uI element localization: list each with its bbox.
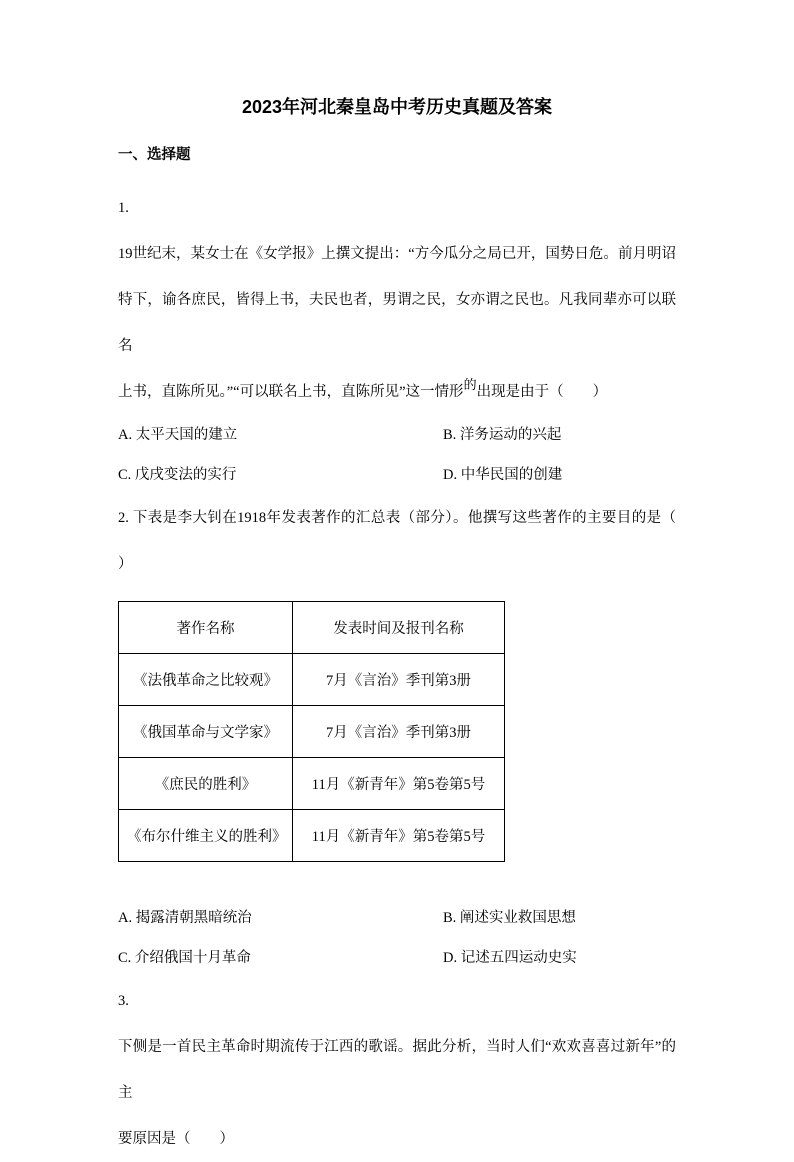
table-cell-work: 《俄国革命与文学家》 <box>119 706 293 758</box>
question-1-option-c: C. 戊戌变法的实行 <box>118 467 237 483</box>
question-1-options-row-2 <box>118 455 676 495</box>
question-1-line-3-pre: 上书，直陈所见。”“可以联名上书，直陈所见”这一情形 <box>118 384 464 400</box>
document-title: 2023年河北秦皇岛中考历史真题及答案 <box>241 97 553 117</box>
table-row <box>119 758 505 810</box>
table-cell-publication: 11月《新青年》第5卷第5号 <box>293 758 505 810</box>
table-cell-publication: 11月《新青年》第5卷第5号 <box>293 810 505 862</box>
question-3-number: 3. <box>118 993 129 1009</box>
question-1-options-row-1 <box>118 415 676 455</box>
q2-table-header-title: 著作名称 <box>119 602 293 654</box>
q2-table-header-row <box>119 602 505 654</box>
question-1-text-line-3 <box>118 369 676 415</box>
question-3-text-line-2: 要原因是（ ） <box>118 1131 234 1147</box>
question-2-option-a: A. 揭露清朝黑暗统治 <box>118 910 252 926</box>
table-cell-work: 《法俄革命之比较观》 <box>119 654 293 706</box>
question-2-options-row-2 <box>118 938 676 978</box>
question-1-number: 1. <box>118 200 129 216</box>
question-2-option-d: D. 记述五四运动史实 <box>443 950 577 966</box>
table-row <box>119 654 505 706</box>
question-1-option-b: B. 洋务运动的兴起 <box>443 427 562 443</box>
table-cell-work: 《布尔什维主义的胜利》 <box>119 810 293 862</box>
table-cell-publication: 7月《言治》季刊第3册 <box>293 654 505 706</box>
table-row <box>119 810 505 862</box>
table-row <box>119 706 505 758</box>
question-1-superscript: 的 <box>463 376 477 392</box>
question-2-stem-line-2: ） <box>118 556 133 572</box>
question-2-option-c: C. 介绍俄国十月革命 <box>118 950 251 966</box>
table-cell-work: 《庶民的胜利》 <box>119 758 293 810</box>
question-1-text-line-2: 特下，谕各庶民，皆得上书，夫民也者，男谓之民，女亦谓之民也。凡我同辈亦可以联名 <box>118 292 676 354</box>
question-2-stem-line-1: 2. 下表是李大钊在1918年发表著作的汇总表（部分）。他撰写这些著作的主要目的是（ <box>118 510 676 526</box>
question-3-text-line-1: 下侧是一首民主革命时期流传于江西的歌谣。据此分析，当时人们“欢欢喜喜过新年”的主 <box>118 1039 676 1101</box>
q2-table-header-publication: 发表时间及报刊名称 <box>293 602 505 654</box>
question-1-line-3-post: 出现是由于（ ） <box>476 384 608 400</box>
question-2-options-row-1 <box>118 898 676 938</box>
question-1-text-line-1: 19世纪末，某女士在《女学报》上撰文提出：“方今瓜分之局已开，国势日危。前月明诏 <box>118 246 676 262</box>
question-1-option-a: A. 太平天国的建立 <box>118 427 238 443</box>
table-cell-publication: 7月《言治》季刊第3册 <box>293 706 505 758</box>
question-2-option-b: B. 阐述实业救国思想 <box>443 910 576 926</box>
question-1-option-d: D. 中华民国的创建 <box>443 467 563 483</box>
section-heading: 一、选择题 <box>118 147 191 163</box>
q2-table <box>118 601 505 862</box>
